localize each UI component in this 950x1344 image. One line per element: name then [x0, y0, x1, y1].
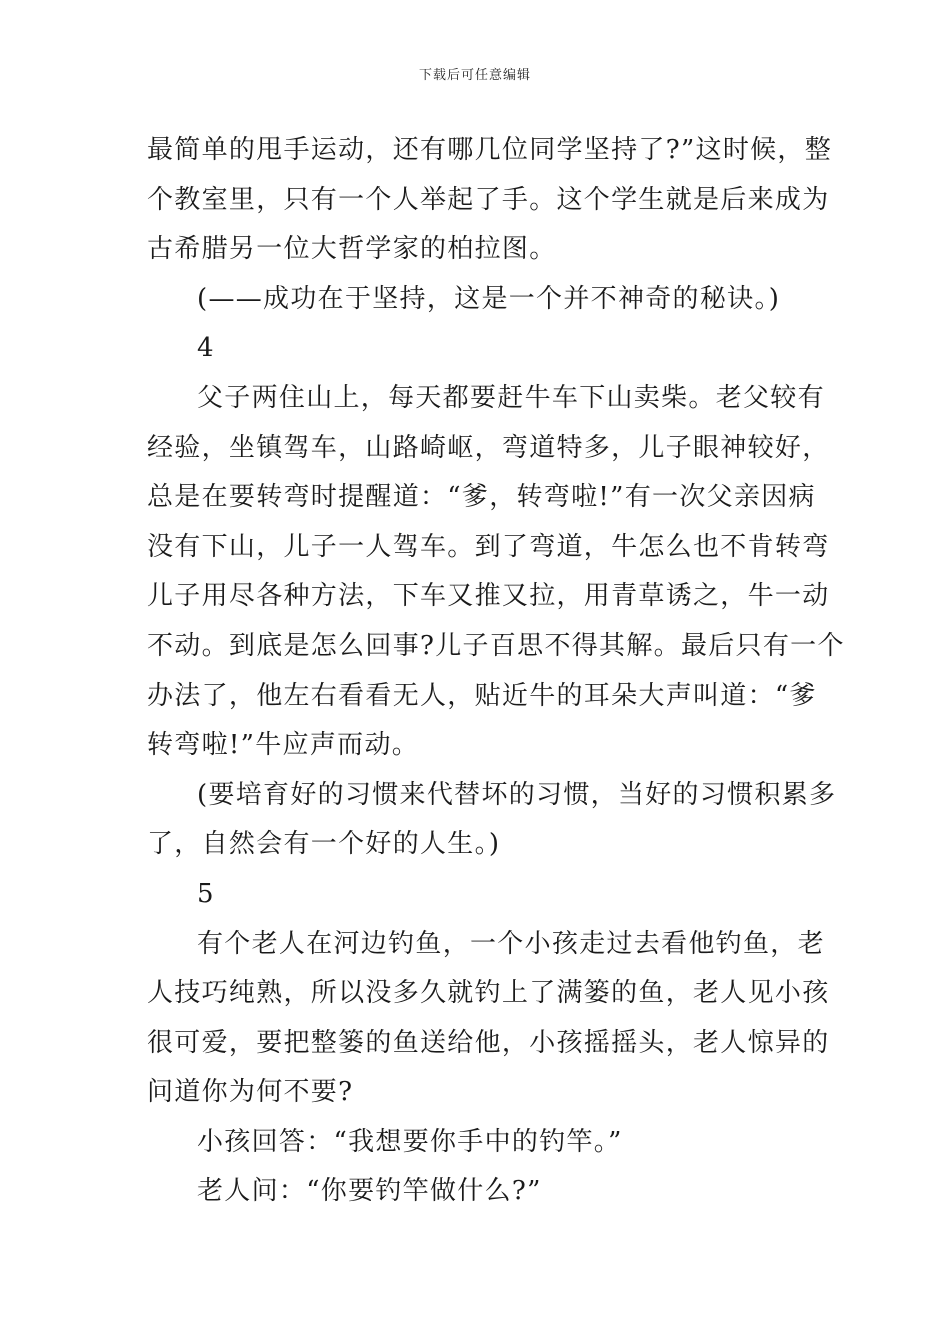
text-line: 儿子用尽各种方法，下车又推又拉，用青草诱之，牛一动: [147, 581, 830, 612]
text-line: 没有下山，儿子一人驾车。到了弯道，牛怎么也不肯转弯: [147, 531, 830, 562]
text-line: 很可爱，要把整篓的鱼送给他，小孩摇摇头，老人惊异的: [147, 1027, 830, 1058]
text-line: 办法了，他左右看看无人，贴近牛的耳朵大声叫道：“爹: [147, 680, 817, 711]
page-header: 下载后可任意编辑: [418, 68, 531, 83]
text-line: 人技巧纯熟，所以没多久就钓上了满篓的鱼，老人见小孩: [147, 978, 830, 1009]
text-line: (——成功在于坚持，这是一个并不神奇的秘诀。): [197, 283, 781, 314]
text-line: 了，自然会有一个好的人生。): [147, 829, 501, 860]
text-line: 不动。到底是怎么回事?儿子百思不得其解。最后只有一个: [147, 630, 845, 661]
section-number: 5: [197, 878, 215, 909]
text-line: 老人问：“你要钓竿做什么?”: [197, 1176, 542, 1207]
text-line: 父子两住山上，每天都要赶牛车下山卖柴。老父较有: [197, 382, 825, 413]
document-body: [147, 126, 845, 1217]
text-line: 经验，坐镇驾车，山路崎岖，弯道特多，儿子眼神较好，: [147, 432, 830, 463]
text-line: 有个老人在河边钓鱼，一个小孩走过去看他钓鱼，老: [197, 928, 825, 959]
text-line: 古希腊另一位大哲学家的柏拉图。: [147, 234, 557, 265]
text-line: 问道你为何不要?: [147, 1077, 354, 1108]
text-line: 小孩回答：“我想要你手中的钓竿。”: [197, 1126, 623, 1157]
text-line: 个教室里，只有一个人举起了手。这个学生就是后来成为: [147, 184, 830, 215]
section-number: 4: [197, 333, 215, 364]
text-line: (要培育好的习惯来代替坏的习惯，当好的习惯积累多: [197, 779, 837, 810]
text-line: 总是在要转弯时提醒道：“爹，转弯啦!”有一次父亲因病: [147, 482, 816, 513]
text-line: 转弯啦!”牛应声而动。: [147, 730, 420, 761]
text-line: 最简单的甩手运动，还有哪几位同学坚持了?”这时候，整: [147, 135, 833, 165]
